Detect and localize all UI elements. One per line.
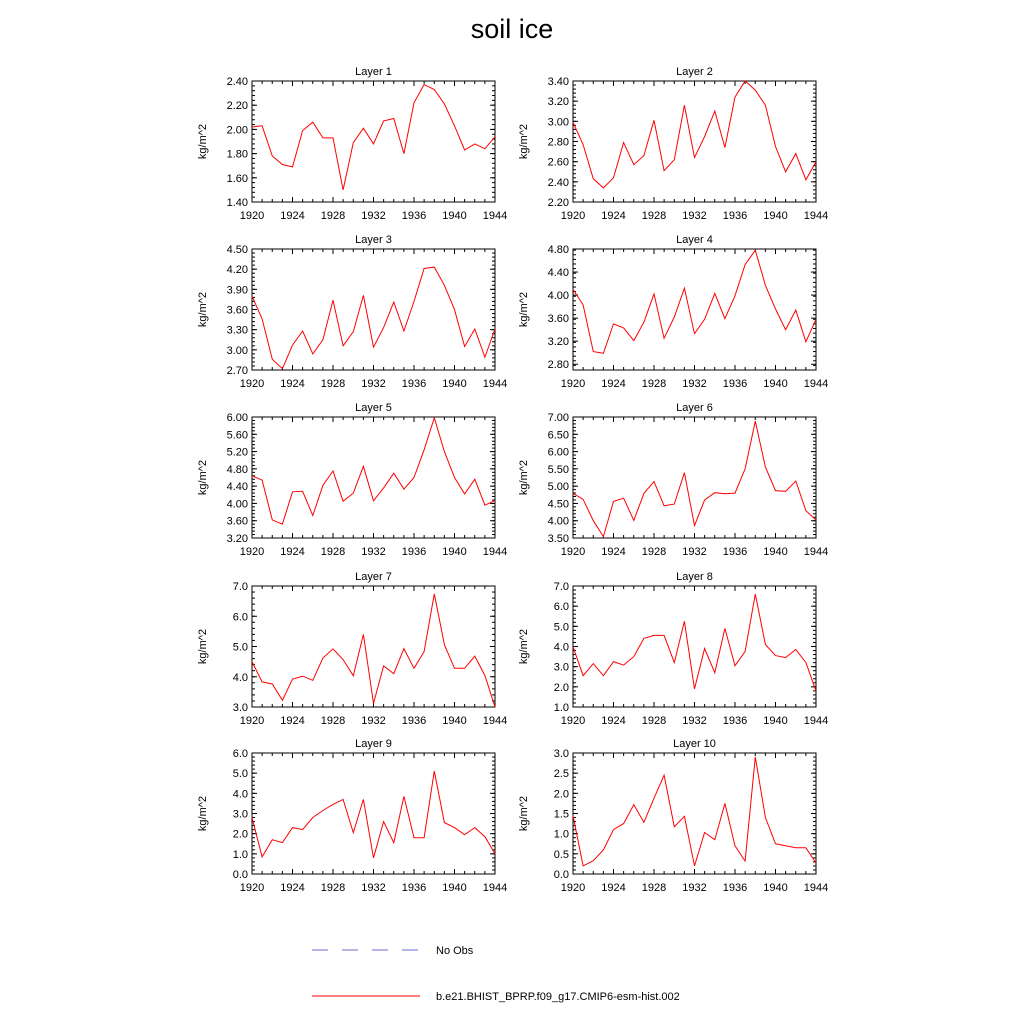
panel-title: Layer 9 bbox=[355, 738, 392, 750]
x-tick-label: 1944 bbox=[803, 715, 829, 727]
x-tick-label: 1936 bbox=[722, 882, 748, 894]
y-tick-label: 5.60 bbox=[226, 429, 248, 442]
x-tick-label: 1940 bbox=[442, 210, 467, 222]
y-tick-label: 3.60 bbox=[226, 304, 248, 317]
x-tick-label: 1940 bbox=[442, 715, 467, 727]
y-tick-label: 7.0 bbox=[232, 581, 248, 593]
x-tick-label: 1944 bbox=[803, 378, 829, 390]
panel-title: Layer 5 bbox=[355, 402, 392, 414]
x-tick-label: 1924 bbox=[601, 210, 626, 222]
x-tick-label: 1932 bbox=[361, 546, 386, 558]
x-tick-label: 1920 bbox=[239, 715, 265, 727]
y-tick-label: 4.80 bbox=[547, 244, 569, 256]
y-tick-label: 4.50 bbox=[547, 498, 569, 511]
y-tick-label: 5.0 bbox=[232, 641, 248, 654]
y-tick-label: 1.0 bbox=[553, 828, 569, 841]
x-tick-label: 1924 bbox=[280, 882, 305, 894]
y-tick-label: 2.0 bbox=[232, 828, 248, 841]
y-tick-label: 2.70 bbox=[226, 365, 248, 377]
panel-layer-8 bbox=[518, 571, 828, 727]
x-tick-label: 1924 bbox=[280, 715, 305, 727]
plot-frame bbox=[252, 81, 495, 202]
x-tick-label: 1924 bbox=[601, 715, 626, 727]
x-tick-label: 1936 bbox=[401, 210, 427, 222]
legend-label-no-obs: No Obs bbox=[436, 945, 474, 957]
x-tick-label: 1932 bbox=[682, 210, 707, 222]
x-tick-label: 1920 bbox=[239, 210, 265, 222]
panel-layer-6 bbox=[518, 402, 828, 558]
y-tick-label: 3.00 bbox=[547, 116, 569, 129]
x-tick-label: 1920 bbox=[560, 546, 586, 558]
x-tick-label: 1928 bbox=[641, 715, 667, 727]
x-tick-label: 1932 bbox=[361, 210, 386, 222]
y-tick-label: 4.00 bbox=[547, 515, 569, 528]
y-tick-label: 0.0 bbox=[232, 869, 248, 881]
plot-frame bbox=[573, 417, 816, 538]
y-axis-label: kg/m^2 bbox=[197, 291, 209, 328]
series-line bbox=[573, 757, 816, 866]
legend-label-model: b.e21.BHIST_BPRP.f09_g17.CMIP6-esm-hist.002 bbox=[436, 991, 680, 1003]
panel-title: Layer 7 bbox=[355, 571, 392, 583]
y-tick-label: 3.50 bbox=[547, 533, 569, 545]
x-tick-label: 1944 bbox=[803, 882, 829, 894]
x-tick-label: 1920 bbox=[239, 882, 265, 894]
x-tick-label: 1944 bbox=[803, 546, 829, 558]
y-tick-label: 3.00 bbox=[226, 344, 248, 357]
y-tick-label: 7.0 bbox=[553, 581, 569, 593]
plot-frame bbox=[252, 249, 495, 370]
y-tick-label: 4.00 bbox=[547, 290, 569, 303]
y-tick-label: 5.0 bbox=[553, 621, 569, 634]
y-tick-label: 4.0 bbox=[553, 641, 569, 654]
series-line bbox=[573, 421, 816, 536]
x-tick-label: 1932 bbox=[682, 378, 707, 390]
y-tick-label: 4.00 bbox=[226, 498, 248, 511]
x-tick-label: 1924 bbox=[280, 378, 305, 390]
y-tick-label: 3.30 bbox=[226, 324, 248, 337]
y-tick-label: 5.0 bbox=[232, 768, 248, 781]
panel-layer-7 bbox=[197, 571, 507, 727]
y-tick-label: 4.20 bbox=[226, 264, 248, 277]
y-tick-label: 2.80 bbox=[547, 359, 569, 372]
y-tick-label: 4.0 bbox=[232, 671, 248, 684]
x-tick-label: 1920 bbox=[239, 378, 265, 390]
y-tick-label: 1.0 bbox=[232, 848, 248, 861]
y-tick-label: 2.80 bbox=[547, 136, 569, 149]
y-tick-label: 4.40 bbox=[547, 267, 569, 280]
x-tick-label: 1932 bbox=[361, 882, 386, 894]
x-tick-label: 1940 bbox=[763, 210, 788, 222]
x-tick-label: 1940 bbox=[763, 882, 788, 894]
y-axis-label: kg/m^2 bbox=[518, 795, 530, 832]
y-tick-label: 5.20 bbox=[226, 446, 248, 459]
x-tick-label: 1920 bbox=[560, 210, 586, 222]
x-tick-label: 1944 bbox=[482, 210, 508, 222]
y-tick-label: 3.20 bbox=[547, 96, 569, 109]
series-line bbox=[573, 594, 816, 691]
series-line bbox=[252, 267, 495, 369]
plot-frame bbox=[573, 81, 816, 202]
x-tick-label: 1920 bbox=[560, 882, 586, 894]
x-tick-label: 1936 bbox=[401, 546, 427, 558]
plot-frame bbox=[252, 417, 495, 538]
y-axis-label: kg/m^2 bbox=[197, 123, 209, 160]
x-tick-label: 1920 bbox=[239, 546, 265, 558]
y-tick-label: 2.20 bbox=[226, 100, 248, 113]
y-axis-label: kg/m^2 bbox=[518, 628, 530, 665]
y-tick-label: 6.0 bbox=[553, 601, 569, 614]
y-tick-label: 3.0 bbox=[232, 702, 248, 714]
x-tick-label: 1928 bbox=[641, 882, 667, 894]
series-line bbox=[252, 771, 495, 858]
main-title: soil ice bbox=[470, 14, 554, 44]
y-tick-label: 3.20 bbox=[226, 533, 248, 545]
x-tick-label: 1936 bbox=[722, 210, 748, 222]
x-tick-label: 1936 bbox=[401, 378, 427, 390]
x-tick-label: 1932 bbox=[682, 882, 707, 894]
y-tick-label: 2.40 bbox=[226, 76, 248, 88]
y-tick-label: 3.60 bbox=[226, 515, 248, 528]
x-tick-label: 1944 bbox=[482, 882, 508, 894]
x-tick-label: 1924 bbox=[280, 210, 305, 222]
x-tick-label: 1920 bbox=[560, 715, 586, 727]
y-tick-label: 6.00 bbox=[547, 446, 569, 459]
y-tick-label: 1.80 bbox=[226, 148, 248, 161]
x-tick-label: 1940 bbox=[763, 378, 788, 390]
series-line bbox=[573, 250, 816, 353]
plot-frame bbox=[573, 753, 816, 874]
y-tick-label: 2.0 bbox=[553, 788, 569, 801]
x-tick-label: 1940 bbox=[763, 546, 788, 558]
x-tick-label: 1940 bbox=[442, 546, 467, 558]
x-tick-label: 1936 bbox=[401, 882, 427, 894]
panel-title: Layer 3 bbox=[355, 234, 392, 246]
x-tick-label: 1936 bbox=[401, 715, 427, 727]
y-tick-label: 2.40 bbox=[547, 176, 569, 189]
x-tick-label: 1928 bbox=[320, 210, 346, 222]
x-tick-label: 1936 bbox=[722, 546, 748, 558]
y-axis-label: kg/m^2 bbox=[197, 795, 209, 832]
y-tick-label: 6.00 bbox=[226, 412, 248, 424]
y-tick-label: 3.0 bbox=[553, 661, 569, 674]
x-tick-label: 1920 bbox=[560, 378, 586, 390]
y-tick-label: 4.50 bbox=[226, 244, 248, 256]
x-tick-label: 1940 bbox=[442, 378, 467, 390]
y-tick-label: 6.0 bbox=[232, 748, 248, 760]
legend bbox=[312, 945, 680, 1003]
x-tick-label: 1928 bbox=[641, 546, 667, 558]
y-axis-label: kg/m^2 bbox=[518, 123, 530, 160]
panel-title: Layer 10 bbox=[673, 738, 716, 750]
x-tick-label: 1932 bbox=[682, 546, 707, 558]
x-tick-label: 1940 bbox=[442, 882, 467, 894]
panel-title: Layer 1 bbox=[355, 66, 392, 78]
y-axis-label: kg/m^2 bbox=[197, 459, 209, 496]
series-line bbox=[252, 594, 495, 707]
panel-layer-5 bbox=[197, 402, 507, 558]
panel-layer-3 bbox=[197, 234, 507, 390]
y-tick-label: 3.90 bbox=[226, 284, 248, 297]
panel-title: Layer 2 bbox=[676, 66, 713, 78]
y-tick-label: 6.50 bbox=[547, 429, 569, 442]
y-axis-label: kg/m^2 bbox=[518, 459, 530, 496]
panel-layer-10 bbox=[518, 738, 828, 894]
y-tick-label: 5.00 bbox=[547, 481, 569, 494]
y-tick-label: 4.0 bbox=[232, 788, 248, 801]
x-tick-label: 1924 bbox=[601, 546, 626, 558]
x-tick-label: 1936 bbox=[722, 715, 748, 727]
y-tick-label: 1.60 bbox=[226, 172, 248, 185]
series-line bbox=[573, 81, 816, 188]
series-line bbox=[252, 418, 495, 524]
x-tick-label: 1944 bbox=[803, 210, 829, 222]
x-tick-label: 1924 bbox=[601, 882, 626, 894]
y-tick-label: 6.0 bbox=[232, 611, 248, 624]
y-tick-label: 2.5 bbox=[553, 768, 569, 781]
panel-layer-1 bbox=[197, 66, 507, 222]
y-tick-label: 3.0 bbox=[553, 748, 569, 760]
y-tick-label: 1.0 bbox=[553, 702, 569, 714]
y-tick-label: 1.40 bbox=[226, 197, 248, 209]
y-tick-label: 3.0 bbox=[232, 808, 248, 821]
x-tick-label: 1924 bbox=[280, 546, 305, 558]
plot-frame bbox=[252, 586, 495, 707]
y-tick-label: 4.80 bbox=[226, 463, 248, 476]
panel-layer-2 bbox=[518, 66, 828, 222]
y-axis-label: kg/m^2 bbox=[518, 291, 530, 328]
y-tick-label: 2.60 bbox=[547, 156, 569, 169]
plot-frame bbox=[573, 249, 816, 370]
panel-layer-9 bbox=[197, 738, 507, 894]
x-tick-label: 1944 bbox=[482, 378, 508, 390]
y-tick-label: 3.60 bbox=[547, 313, 569, 326]
y-tick-label: 7.00 bbox=[547, 412, 569, 424]
x-tick-label: 1928 bbox=[641, 378, 667, 390]
panel-layer-4 bbox=[518, 234, 828, 390]
y-tick-label: 3.40 bbox=[547, 76, 569, 88]
y-tick-label: 0.5 bbox=[553, 848, 569, 861]
x-tick-label: 1928 bbox=[641, 210, 667, 222]
panel-title: Layer 6 bbox=[676, 402, 713, 414]
y-tick-label: 2.0 bbox=[553, 681, 569, 694]
x-tick-label: 1936 bbox=[722, 378, 748, 390]
y-tick-label: 1.5 bbox=[553, 808, 569, 821]
panel-title: Layer 4 bbox=[676, 234, 713, 246]
y-axis-label: kg/m^2 bbox=[197, 628, 209, 665]
x-tick-label: 1928 bbox=[320, 882, 346, 894]
y-tick-label: 5.50 bbox=[547, 463, 569, 476]
x-tick-label: 1932 bbox=[361, 378, 386, 390]
x-tick-label: 1928 bbox=[320, 715, 346, 727]
x-tick-label: 1944 bbox=[482, 546, 508, 558]
y-tick-label: 3.20 bbox=[547, 336, 569, 349]
x-tick-label: 1928 bbox=[320, 546, 346, 558]
y-tick-label: 0.0 bbox=[553, 869, 569, 881]
y-tick-label: 4.40 bbox=[226, 481, 248, 494]
y-tick-label: 2.20 bbox=[547, 197, 569, 209]
series-line bbox=[252, 85, 495, 190]
x-tick-label: 1940 bbox=[763, 715, 788, 727]
y-tick-label: 2.00 bbox=[226, 124, 248, 137]
x-tick-label: 1932 bbox=[682, 715, 707, 727]
x-tick-label: 1924 bbox=[601, 378, 626, 390]
panel-title: Layer 8 bbox=[676, 571, 713, 583]
x-tick-label: 1944 bbox=[482, 715, 508, 727]
x-tick-label: 1928 bbox=[320, 378, 346, 390]
x-tick-label: 1932 bbox=[361, 715, 386, 727]
